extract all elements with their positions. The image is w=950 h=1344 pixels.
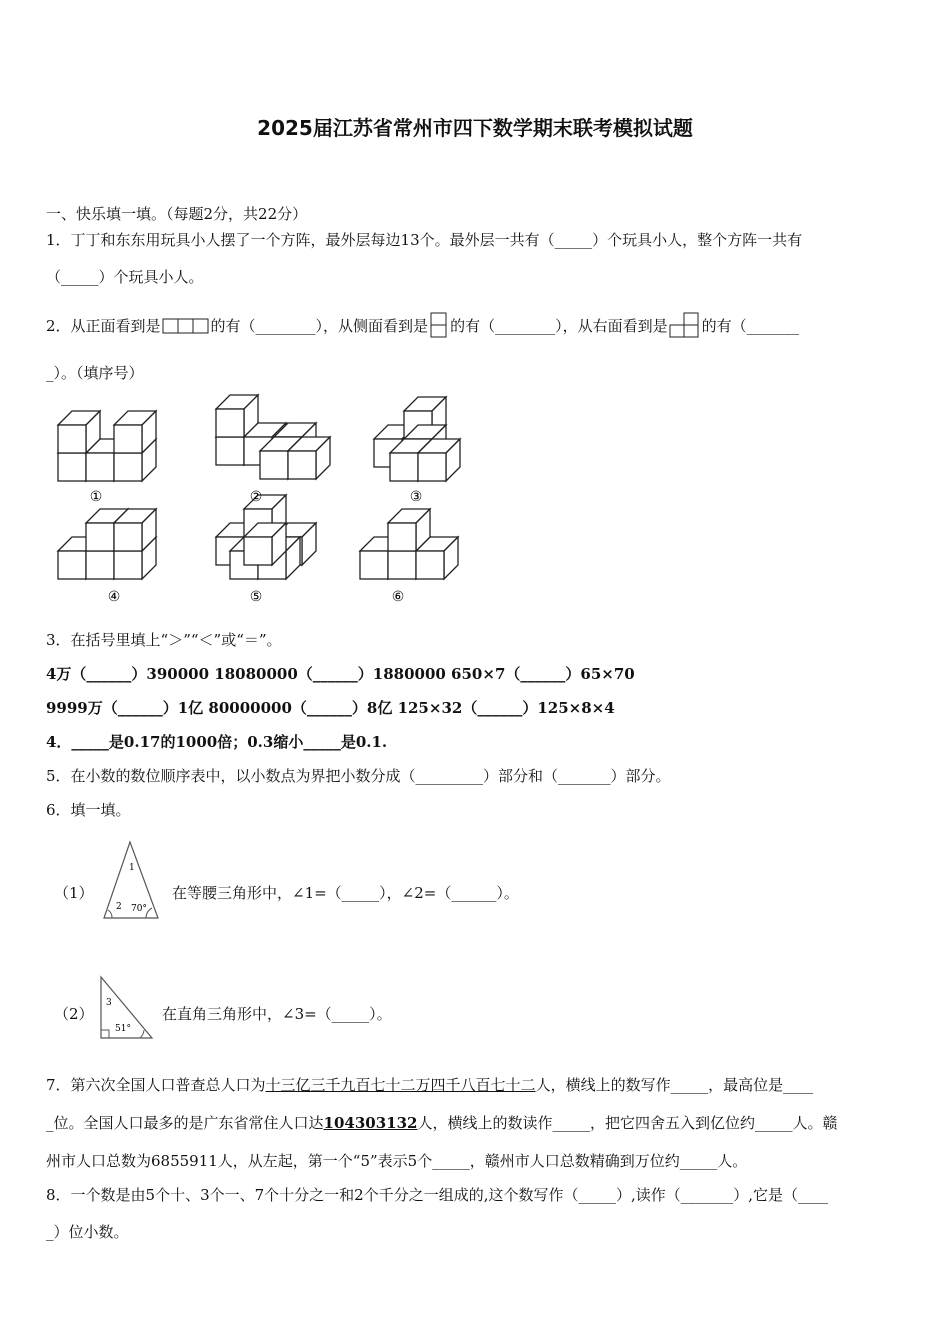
q1-line1: 1．丁丁和东东用玩具小人摆了一个方阵，最外层每边13个。最外层一共有（_____）个玩具小人，整个方阵一共有 [46,231,803,249]
q2-part-c: 的有（________），从右面看到是 [450,317,668,335]
q7-line1-a: 7．第六次全国人口普查总人口为 [46,1076,266,1094]
side-view-icon [430,312,448,338]
q3-line3: 9999万（______）1亿 80000000（______）8亿 125×32（______）125×8×4 [46,699,615,717]
q2-part-b: 的有（________），从侧面看到是 [210,317,429,335]
cube-figure-2 [216,395,330,479]
right-triangle-figure [98,975,156,1041]
cube-figure-5 [216,495,316,579]
q6-sub1-number: （1） [54,884,94,902]
q6-sub2-number: （2） [54,1005,94,1023]
q7-line1 [46,1074,813,1095]
q7-line2-underlined: 104303132 [323,1114,418,1132]
q3-line2: 4万（______）390000 18080000（______）1880000 650×7（______）65×70 [46,665,635,683]
cube-figures [40,395,480,615]
q2-line2: _）。（填序号） [46,364,144,382]
figure-label-1: ① [89,489,103,505]
isosceles-triangle-figure [100,840,162,922]
right-view-icon [669,312,701,338]
q8-line1: 8．一个数是由5个十、3个一、7个十分之一和2个千分之一组成的,这个数写作（_____）,读作（_______）,它是（____ [46,1186,829,1204]
figure-label-5: ⑤ [249,589,263,605]
cube-figure-4 [58,509,156,579]
q5-line: 5．在小数的数位顺序表中，以小数点为界把小数分成（_________）部分和（_______）部分。 [46,767,671,785]
q7-line3: 州市人口总数为6855911人，从左起，第一个“5”表示5个_____，赣州市人口总数精确到万位约_____人。 [46,1152,748,1170]
figure-label-6: ⑥ [391,589,405,605]
cube-figure-3 [374,397,460,481]
q3-line1: 3．在括号里填上“＞”“＜”或“＝”。 [46,631,282,649]
angle-2-label: 2 [116,902,122,912]
q7-line2-a: _位。全国人口最多的是广东省常住人口达 [46,1114,324,1132]
q7-line1-b: 人，横线上的数写作_____，最高位是____ [535,1076,814,1094]
q6-sub1-text: 在等腰三角形中，∠1=（_____），∠2=（______）。 [172,884,519,902]
q2-line1 [46,312,799,338]
q7-line2-b: 人，横线上的数读作_____，把它四舍五入到亿位约_____人。赣 [417,1114,838,1132]
q2-part-a: 2．从正面看到是 [46,317,161,335]
q6-line1: 6．填一填。 [46,801,131,819]
angle-70-label: 70° [131,904,147,914]
q4-line: 4．_____是0.17的1000倍；0.3缩小_____是0.1. [46,733,388,751]
figure-label-2: ② [249,489,263,505]
figure-label-3: ③ [409,489,423,505]
angle-3-label: 3 [106,998,112,1008]
q8-line2: _）位小数。 [46,1223,129,1241]
figure-label-4: ④ [107,589,121,605]
q1-line2: （_____）个玩具小人。 [46,268,204,286]
cube-figure-6 [360,509,458,579]
front-view-icon [162,318,210,334]
q6-sub2-text: 在直角三角形中，∠3=（_____）。 [162,1005,392,1023]
cube-figure-1 [58,411,156,481]
section-heading: 一、快乐填一填。（每题2分，共22分） [46,205,308,223]
q7-line1-underlined: 十三亿三千九百七十二万四千八百七十二 [265,1076,536,1094]
q7-line2 [46,1112,837,1133]
q2-part-d: 的有（_______ [701,317,800,335]
angle-51-label: 51° [115,1024,131,1034]
page-title: 2025届江苏省常州市四下数学期末联考模拟试题 [257,116,693,140]
angle-1-label: 1 [129,863,135,873]
